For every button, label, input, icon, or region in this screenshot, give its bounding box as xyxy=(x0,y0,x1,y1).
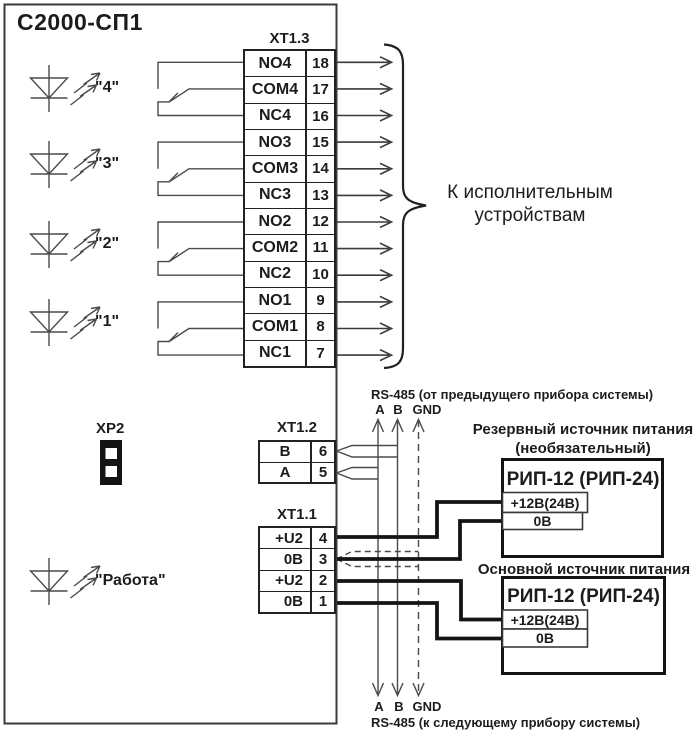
led-label-3: "3" xyxy=(95,155,120,172)
table-row xyxy=(245,341,334,366)
terminal-number: 9 xyxy=(305,288,334,313)
terminal-number: 3 xyxy=(310,549,334,569)
psu-main-plus-terminal: +12В(24В) xyxy=(510,611,580,628)
terminal-number: 13 xyxy=(305,183,334,208)
terminal-label: COM4 xyxy=(251,80,299,98)
terminal-number: 8 xyxy=(305,314,334,339)
terminal-number: 14 xyxy=(305,156,334,181)
table-row xyxy=(245,156,334,182)
terminal-block-xt13 xyxy=(243,49,336,368)
table-row xyxy=(245,51,334,77)
table-row xyxy=(260,463,334,483)
led-label-1: "1" xyxy=(95,313,120,330)
terminal-label: COM2 xyxy=(251,238,299,256)
table-row xyxy=(260,442,334,463)
led-icon-2 xyxy=(31,221,101,268)
xt12-title: ХТ1.2 xyxy=(276,419,318,436)
actuators-caption xyxy=(420,181,640,227)
terminal-number: 7 xyxy=(305,341,334,366)
led-icons xyxy=(31,65,101,605)
rs485-top-gnd-label: GND xyxy=(412,402,442,417)
terminal-label: +U2 xyxy=(275,572,303,590)
terminal-number: 10 xyxy=(305,262,334,287)
psu-reserve-caption-line2: (необязательный) xyxy=(515,440,651,457)
terminal-label: NC1 xyxy=(258,344,291,362)
terminal-number: 4 xyxy=(310,528,334,548)
terminal-number: 1 xyxy=(310,592,334,612)
terminal-number: 2 xyxy=(310,571,334,591)
table-row xyxy=(245,288,334,314)
actuators-caption-line2: устройствам xyxy=(474,205,586,226)
xt13-title: ХТ1.3 xyxy=(269,30,310,47)
table-row xyxy=(245,209,334,235)
led-icon-1 xyxy=(31,299,101,346)
terminal-number: 15 xyxy=(305,130,334,155)
rs485-top-b-label: B xyxy=(393,402,403,417)
terminal-label: +U2 xyxy=(275,529,303,547)
terminal-block-xt11 xyxy=(258,526,336,614)
terminal-label: A xyxy=(279,463,291,481)
terminal-block-xt12 xyxy=(258,440,336,484)
led-icon-4 xyxy=(31,65,101,112)
terminal-label: 0В xyxy=(283,550,303,568)
terminal-number: 18 xyxy=(305,51,334,76)
rs485-top-a-label: A xyxy=(375,402,385,417)
psu-main-caption: Основной источник питания xyxy=(477,561,691,578)
terminal-label: NC4 xyxy=(258,107,291,125)
rs485-top-title: RS-485 (от предыдущего прибора системы) xyxy=(371,387,654,402)
terminal-label: COM1 xyxy=(251,317,299,335)
led-label-rabota: "Работа" xyxy=(95,572,166,589)
terminal-number: 12 xyxy=(305,209,334,234)
terminal-label: NO3 xyxy=(258,133,292,151)
psu-main-zero-terminal: 0В xyxy=(536,630,554,646)
terminal-label: B xyxy=(279,443,291,461)
table-row xyxy=(260,549,334,570)
psu-reserve-plus-terminal: +12В(24В) xyxy=(510,494,580,511)
rs485-bottom-b-label: B xyxy=(394,699,404,714)
relay-contact-icons xyxy=(158,62,243,355)
terminal-label: NO2 xyxy=(258,212,292,230)
table-row xyxy=(245,130,334,156)
jumper-icon xyxy=(100,440,122,485)
output-arrow-icons xyxy=(336,57,392,361)
table-row xyxy=(245,314,334,340)
led-icon-3 xyxy=(31,141,101,188)
led-label-2: "2" xyxy=(95,235,120,252)
device-title: С2000-СП1 xyxy=(17,9,143,35)
table-row xyxy=(245,262,334,288)
terminal-label: 0В xyxy=(283,593,303,611)
actuators-caption-line1: К исполнительным xyxy=(447,182,613,203)
terminal-label: COM3 xyxy=(251,159,299,177)
table-row xyxy=(245,235,334,261)
table-row xyxy=(245,183,334,209)
table-row xyxy=(260,528,334,549)
terminal-number: 17 xyxy=(305,77,334,102)
terminal-label: NO4 xyxy=(258,54,292,72)
table-row xyxy=(245,104,334,130)
table-row xyxy=(260,592,334,612)
psu-reserve-caption-line1: Резервный источник питания xyxy=(472,421,694,438)
terminal-number: 5 xyxy=(310,463,334,483)
led-label-4: "4" xyxy=(95,79,120,96)
rs485-bottom-a-label: A xyxy=(374,699,384,714)
psu-reserve-zero-terminal: 0В xyxy=(533,513,552,529)
terminal-label: NC2 xyxy=(258,265,291,283)
led-icon-rabota xyxy=(31,558,101,605)
terminal-label: NO1 xyxy=(258,291,292,309)
table-row xyxy=(245,77,334,103)
xt11-title: ХТ1.1 xyxy=(276,506,318,523)
terminal-label: NC3 xyxy=(258,186,291,204)
terminal-number: 11 xyxy=(305,235,334,260)
psu-reserve-name: РИП-12 (РИП-24) xyxy=(506,469,660,490)
rs485-bottom-gnd-label: GND xyxy=(412,699,442,714)
terminal-number: 6 xyxy=(310,442,334,462)
psu-main-name: РИП-12 (РИП-24) xyxy=(507,586,660,607)
rs485-bottom-title: RS-485 (к следующему прибору системы) xyxy=(371,715,641,730)
terminal-number: 16 xyxy=(305,104,334,129)
table-row xyxy=(260,571,334,592)
jumper-label: ХР2 xyxy=(96,420,125,437)
